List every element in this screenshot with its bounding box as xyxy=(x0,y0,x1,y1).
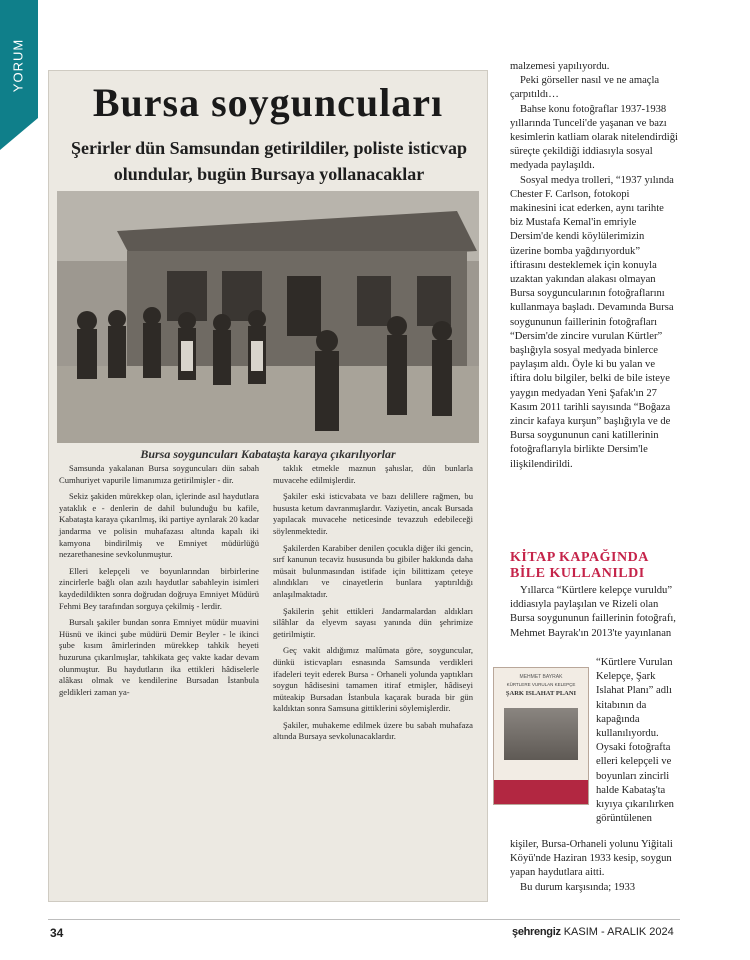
section-tab-label: YORUM xyxy=(10,38,26,93)
book-cover-photo xyxy=(504,708,578,760)
page-number: 34 xyxy=(50,926,64,940)
clipping-paragraph: Geç vakit aldığımız malûmata göre, soyguncular, dünkü isticvapları esnasında Samsunda verdikleri ifadeleri teyit ederek Bursa - Orhaneli yolunda yaptıkları soygun hâdisesini tamamen itiraf etmişler, hâdiseyi müteakip Bursadan İstanbula kaçarak burada bir gün kaldıktan sonra Samsuna gittiklerini söylemişlerdir. xyxy=(273,645,473,714)
section-paragraph-wrap xyxy=(596,656,680,826)
clipping-paragraph: Bursalı şakiler bundan sonra Emniyet müdür muavini Hüsnü ve ikinci şube müdürü Demir Beyler - le ikinci şube kısım âmirlerinden mürekkep tahkik heyeti huzuruna çıkarılmışlar, tahkikata geç vakte kadar devam olunmuştur. Bu haydutların ika ettikleri hâdiselerle alâkası olmak ve kendilerine Bursadan İstanbula geldikleri zaman ya- xyxy=(59,617,259,697)
clipping-paragraph: Elleri kelepçeli ve boyunlarından birbirlerine zincirlerle bağlı olan azılı haydutlar sabahleyin isimleri kaydedildikten sonra doğrudan doğruya Emniyet Müdürü Fehmi Bey tarafından sorguya çekilmiş - lerdir. xyxy=(59,565,259,611)
clipping-photo xyxy=(57,191,479,443)
clipping-paragraph: Şakiler eski isticvabata ve bazı delillere rağmen, bu hususta ketum davranmışlardır. Vaziyetin, ancak Bursada yapılacak muvacehe neticesinde tevazzuh edebileceği söylenmektedir. xyxy=(273,491,473,536)
clipping-paragraph: taklık etmekle maznun şahıslar, dün bunlarla muvacehe edilmişlerdir. xyxy=(273,463,473,485)
book-author: MEHMET BAYRAK xyxy=(519,674,563,680)
clipping-subheadline: Şerirler dün Samsundan getirildiler, poliste isticvap olundular, bugün Bursaya yollanacaklar xyxy=(70,138,468,184)
article-paragraph: Peki görseller nasıl ve ne amaçla çarpıtıldı… xyxy=(510,75,660,101)
section-paragraph-after xyxy=(510,838,680,895)
article-paragraph: malzemesi yapılıyordu. xyxy=(510,61,610,72)
photo-illustration xyxy=(57,191,479,443)
article-paragraph: Yıllarca “Kürtlere kelepçe vuruldu” iddiasıyla paylaşılan ve Rizeli olan Bursa soygununun faillerinin fotoğrafı, Mehmet Bayrak'ın 2013'te yayınlanan xyxy=(510,585,676,639)
magazine-footer xyxy=(512,926,674,938)
book-subtitle: KÜRTLERE VURULAN KELEPÇE xyxy=(506,682,576,687)
article-paragraph: Sosyal medya trolleri, “1937 yılında Chester F. Carlson, fotokopi makinesini icat ederken, aynı tarihte biz Mustafa Kemal'in emriyle Dersim'de kendi köylülerimizin üzerine bomba yağdırıyorduk” iftirasını desteklemek için konuyla uzaktan yakından alakası olmayan Bursa soyguncularının fotoğraflarını kullanmaya başladı. Devamında Bursa soygununun faillerinin fotoğrafları “Dersim'de zincire vurulan Kürtler” başlığıyla sosyal medyada binlerce paylaşım aldı. Öyle ki bu yalan ve iftira dolu bilgiler, belki de bile isteye yaygın medyadan Yeni Şafak'ın 27 Kasım 2011 tarihli sayısında “Boğaza zincir kafaya kurşun” başlığıyla ve de Bursa soygununun cani katillerinin fotoğraflarıyla birlikte Dersim'le ilişkilendirildi. xyxy=(510,174,674,470)
clipping-column-right xyxy=(273,463,473,748)
clipping-paragraph: Şakiler, muhakeme edilmek üzere bu sabah muhafaza altında Bursaya sevkolunacaklardır. xyxy=(273,719,473,742)
article-text-top xyxy=(510,60,678,472)
article-paragraph: Bu durum karşısında; 1933 xyxy=(520,881,636,893)
article-paragraph: kişiler, Bursa-Orhaneli yolunu Yiğitali Köyü'nde Haziran 1933 kesip, soygun yapan haydutlara aitti. xyxy=(510,839,673,879)
article-paragraph: Bahse konu fotoğraflar 1937-1938 yıllarında Tunceli'de yaşanan ve bazı kesimlerin katliam olarak nitelendirdiği süreçte çekildiği iddiasıyla sosyal medyada paylaşıldı. xyxy=(510,103,678,172)
footer-divider xyxy=(48,919,680,920)
article-paragraph: “Kürtlere Vurulan Kelepçe, Şark Islahat Planı” adlı kitabının da kapağında kullanılıyordu. Oysaki fotoğrafta elleri kelepçeli ve boyunları zincirli halde Kabataş'ta kıyıya çıkarılırken görüntülenen xyxy=(596,657,674,825)
clipping-headline: Bursa soyguncuları xyxy=(92,80,444,125)
clipping-columns xyxy=(59,463,479,895)
book-cover-band xyxy=(494,780,588,804)
section-title: KİTAP KAPAĞINDA BİLE KULLANILDI xyxy=(510,550,649,581)
section-paragraph-top xyxy=(510,584,680,641)
photo-subtitle: Bursa soyguncuları Kabataşta karaya çıkarılıyorlar xyxy=(140,447,396,461)
book-cover-image xyxy=(493,667,589,805)
clipping-paragraph: Samsunda yakalanan Bursa soyguncuları dün sabah Cumhuriyet vapurile limanımıza getirilmişler - dir. xyxy=(59,463,259,485)
clipping-paragraph: Şakilerden Karabiber denilen çocukla diğer iki gencin, sırf kanunun tecaviz hususunda bu gibiler hakkında daha müsait bulunmasından istifade için bilittizam çeteye alındıkları ve cinayetlerin bunlara yaptırıldığı anlaşılmaktadır. xyxy=(273,542,473,599)
clipping-column-left xyxy=(59,463,259,703)
section-tab xyxy=(0,0,38,150)
newspaper-clipping xyxy=(48,70,488,902)
clipping-paragraph: Sekiz şakiden mürekkep olan, içlerinde asıl haydutlara yataklık e - denlerin de dahil bulunduğu bu kafile, Kabataşta karaya çıkarılmış, iki partiye ayrılarak 20 kadar jandarma ve polisin muhafazası altında kapalı iki kamyona bindirilmiş ve Emniyet müdürlüğü nezarethanesine sevkolunmuştur. xyxy=(59,491,259,560)
magazine-name: şehrengiz xyxy=(512,926,561,938)
clipping-paragraph: Şakilerin şehit ettikleri Jandarmalardan aldıkları silâhlar da elyevm sayası yanında dün şehrimize getirilmiştir. xyxy=(273,605,473,639)
magazine-issue: KASIM - ARALIK 2024 xyxy=(563,926,674,938)
book-title: ŞARK ISLAHAT PLANI xyxy=(505,690,577,697)
